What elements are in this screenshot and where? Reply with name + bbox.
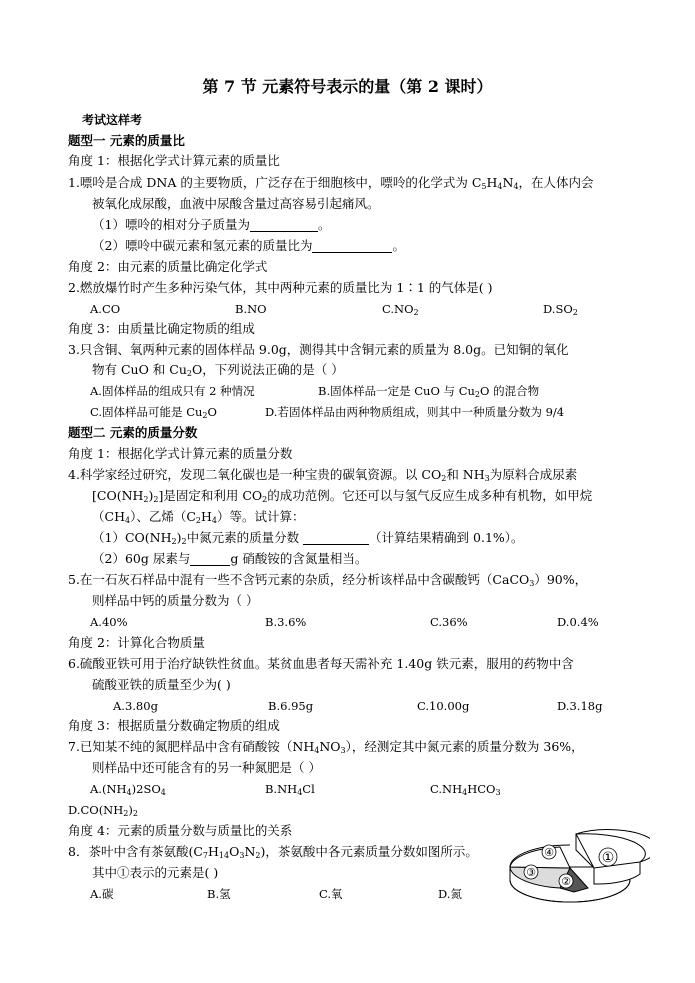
question-8-line-2: 其中①表示的元素是( ) xyxy=(92,865,219,880)
pie-label-1: ① xyxy=(601,850,615,866)
option-c[interactable]: $C.NH_4HCO_3$ xyxy=(430,782,501,797)
section-heading: 考试这样考 xyxy=(82,113,143,127)
pie-slice-4 xyxy=(510,847,570,868)
question-8-line-1: 8．茶叶中含有茶氨酸$(C_7H_{14}O_3N_2)$，茶氨酸中各元素质量分数如图所示。 xyxy=(68,844,478,860)
question-3-line-1: 3.只含铜、氧两种元素的固体样品 9.0g，测得其中含铜元素的质量为 8.0g。已知铜的氧化 xyxy=(68,342,569,357)
question-type-2: 题型二 元素的质量分数 xyxy=(68,425,198,440)
option-d[interactable]: D.若固体样品由两种物质组成，则其中一种质量分数为 9/4 xyxy=(265,405,565,419)
answer-blank[interactable] xyxy=(303,531,369,545)
question-4-sub-1: $(1)CO(NH_2)_2$中氮元素的质量分数 （计算结果精确到 0.1%）。 xyxy=(92,530,524,546)
option-b[interactable]: $B.NH_4Cl$ xyxy=(265,782,315,797)
question-4-line-3: $(CH_4)$、乙烯$(C_2H_4)$等。试计算： xyxy=(92,509,305,525)
answer-blank[interactable] xyxy=(190,552,230,566)
question-5-line-1: 5.在一石灰石样品中混有一些不含钙元素的杂质，经分析该样品中含碳酸钙（CaCO$_3$）90%， xyxy=(68,572,588,588)
option-a[interactable]: A.CO xyxy=(90,302,121,316)
pie-label-2: ② xyxy=(561,875,571,888)
option-a[interactable]: A.固体样品的组成只有 2 种情况 xyxy=(90,384,255,398)
option-c[interactable]: $C.NO_2$ xyxy=(382,302,419,317)
option-a[interactable]: A.3.80g xyxy=(113,699,158,713)
option-b[interactable]: B.3.6% xyxy=(265,615,307,629)
option-a[interactable]: $A.(NH_4)2SO_4$ xyxy=(90,782,166,797)
angle-heading: 角度 2：计算化合物质量 xyxy=(68,635,205,650)
angle-heading: 角度 1：根据化学式计算元素的质量比 xyxy=(68,153,280,168)
option-b[interactable]: B.氢 xyxy=(207,887,231,901)
question-type-1: 题型一 元素的质量比 xyxy=(68,133,185,148)
angle-heading: 角度 4：元素的质量分数与质量比的关系 xyxy=(68,823,293,838)
question-6-line-1: 6.硫酸亚铁可用于治疗缺铁性贫血。某贫血患者每天需补充 1.40g 铁元素，服用的药物中含 xyxy=(68,656,574,671)
question-2-stem: 2.燃放爆竹时产生多种污染气体，其中两种元素的质量比为 1∶1 的气体是( ) xyxy=(68,280,493,295)
question-7-line-2: 则样品中还可能含有的另一种氮肥是（ ） xyxy=(92,760,321,775)
option-c[interactable]: C.10.00g xyxy=(417,699,470,713)
pie-figure xyxy=(500,822,650,908)
angle-heading: 角度 3：由质量比确定物质的组成 xyxy=(68,321,255,336)
question-1-sub-1: （1）嘌呤的相对分子质量为 。 xyxy=(92,217,331,232)
option-d[interactable]: $D.CO(NH_2)_2$ xyxy=(68,803,138,818)
question-6-line-2: 硫酸亚铁的质量至少为( ) xyxy=(92,677,231,692)
angle-heading: 角度 2：由元素的质量比确定化学式 xyxy=(68,259,268,274)
option-d[interactable]: D.氮 xyxy=(438,887,462,901)
answer-blank[interactable] xyxy=(250,218,318,232)
question-4-line-1: 4.科学家经过研究，发现二氧化碳也是一种宝贵的碳氧资源。以 $CO_2$和 $NH_3$为原料合成尿素 xyxy=(68,467,578,483)
pie-label-4: ④ xyxy=(544,846,554,859)
question-5-line-2: 则样品中钙的质量分数为（ ） xyxy=(92,593,259,608)
question-1-line-1: 1.嘌呤是合成 DNA 的主要物质，广泛存在于细胞核中，嘌呤的化学式为 $C_5H_4N_4$，在人体内会 xyxy=(68,175,594,191)
option-d[interactable]: $D.SO_2$ xyxy=(543,302,578,317)
question-7-line-1: 7.已知某不纯的氮肥样品中含有硝酸铵$(NH_4NO_3)$，经测定其中氮元素的质量分数为 36%， xyxy=(68,739,584,755)
angle-heading: 角度 3：根据质量分数确定物质的组成 xyxy=(68,718,280,733)
question-4-sub-2: （2）60g 尿素与 g 硝酸铵的含氮量相当。 xyxy=(92,551,368,566)
option-d[interactable]: D.3.18g xyxy=(557,699,603,713)
option-c[interactable]: C.36% xyxy=(430,615,468,629)
question-1-line-2: 被氧化成尿酸，血液中尿酸含量过高容易引起痛风。 xyxy=(92,196,380,211)
question-3-line-2: 物有 CuO 和 $Cu_2O$，下列说法正确的是（ ） xyxy=(92,362,344,378)
option-d[interactable]: D.0.4% xyxy=(557,615,599,629)
question-1-sub-2: （2）嘌呤中碳元素和氢元素的质量比为 。 xyxy=(92,238,405,253)
option-b[interactable]: B.6.95g xyxy=(268,699,314,713)
pie-label-3: ③ xyxy=(526,866,536,879)
question-4-line-2: $[CO(NH_2)_2]$是固定和利用 $CO_2$的成功范例。它还可以与氢气反应生成多种有机物，如甲烷 xyxy=(92,488,593,504)
option-b[interactable]: B.NO xyxy=(235,302,267,316)
option-a[interactable]: A.40% xyxy=(90,615,128,629)
option-c[interactable]: C.固体样品可能是 $Cu_2O$ xyxy=(90,405,217,420)
page-title: 第 7 节 元素符号表示的量（第 2 课时） xyxy=(202,77,493,96)
option-a[interactable]: A.碳 xyxy=(90,887,114,901)
option-c[interactable]: C.氧 xyxy=(319,887,343,901)
angle-heading: 角度 1：根据化学式计算元素的质量分数 xyxy=(68,446,293,461)
option-b[interactable]: B.固体样品一定是 CuO 与 $Cu_2O$ 的混合物 xyxy=(318,384,540,399)
answer-blank[interactable] xyxy=(312,239,392,253)
